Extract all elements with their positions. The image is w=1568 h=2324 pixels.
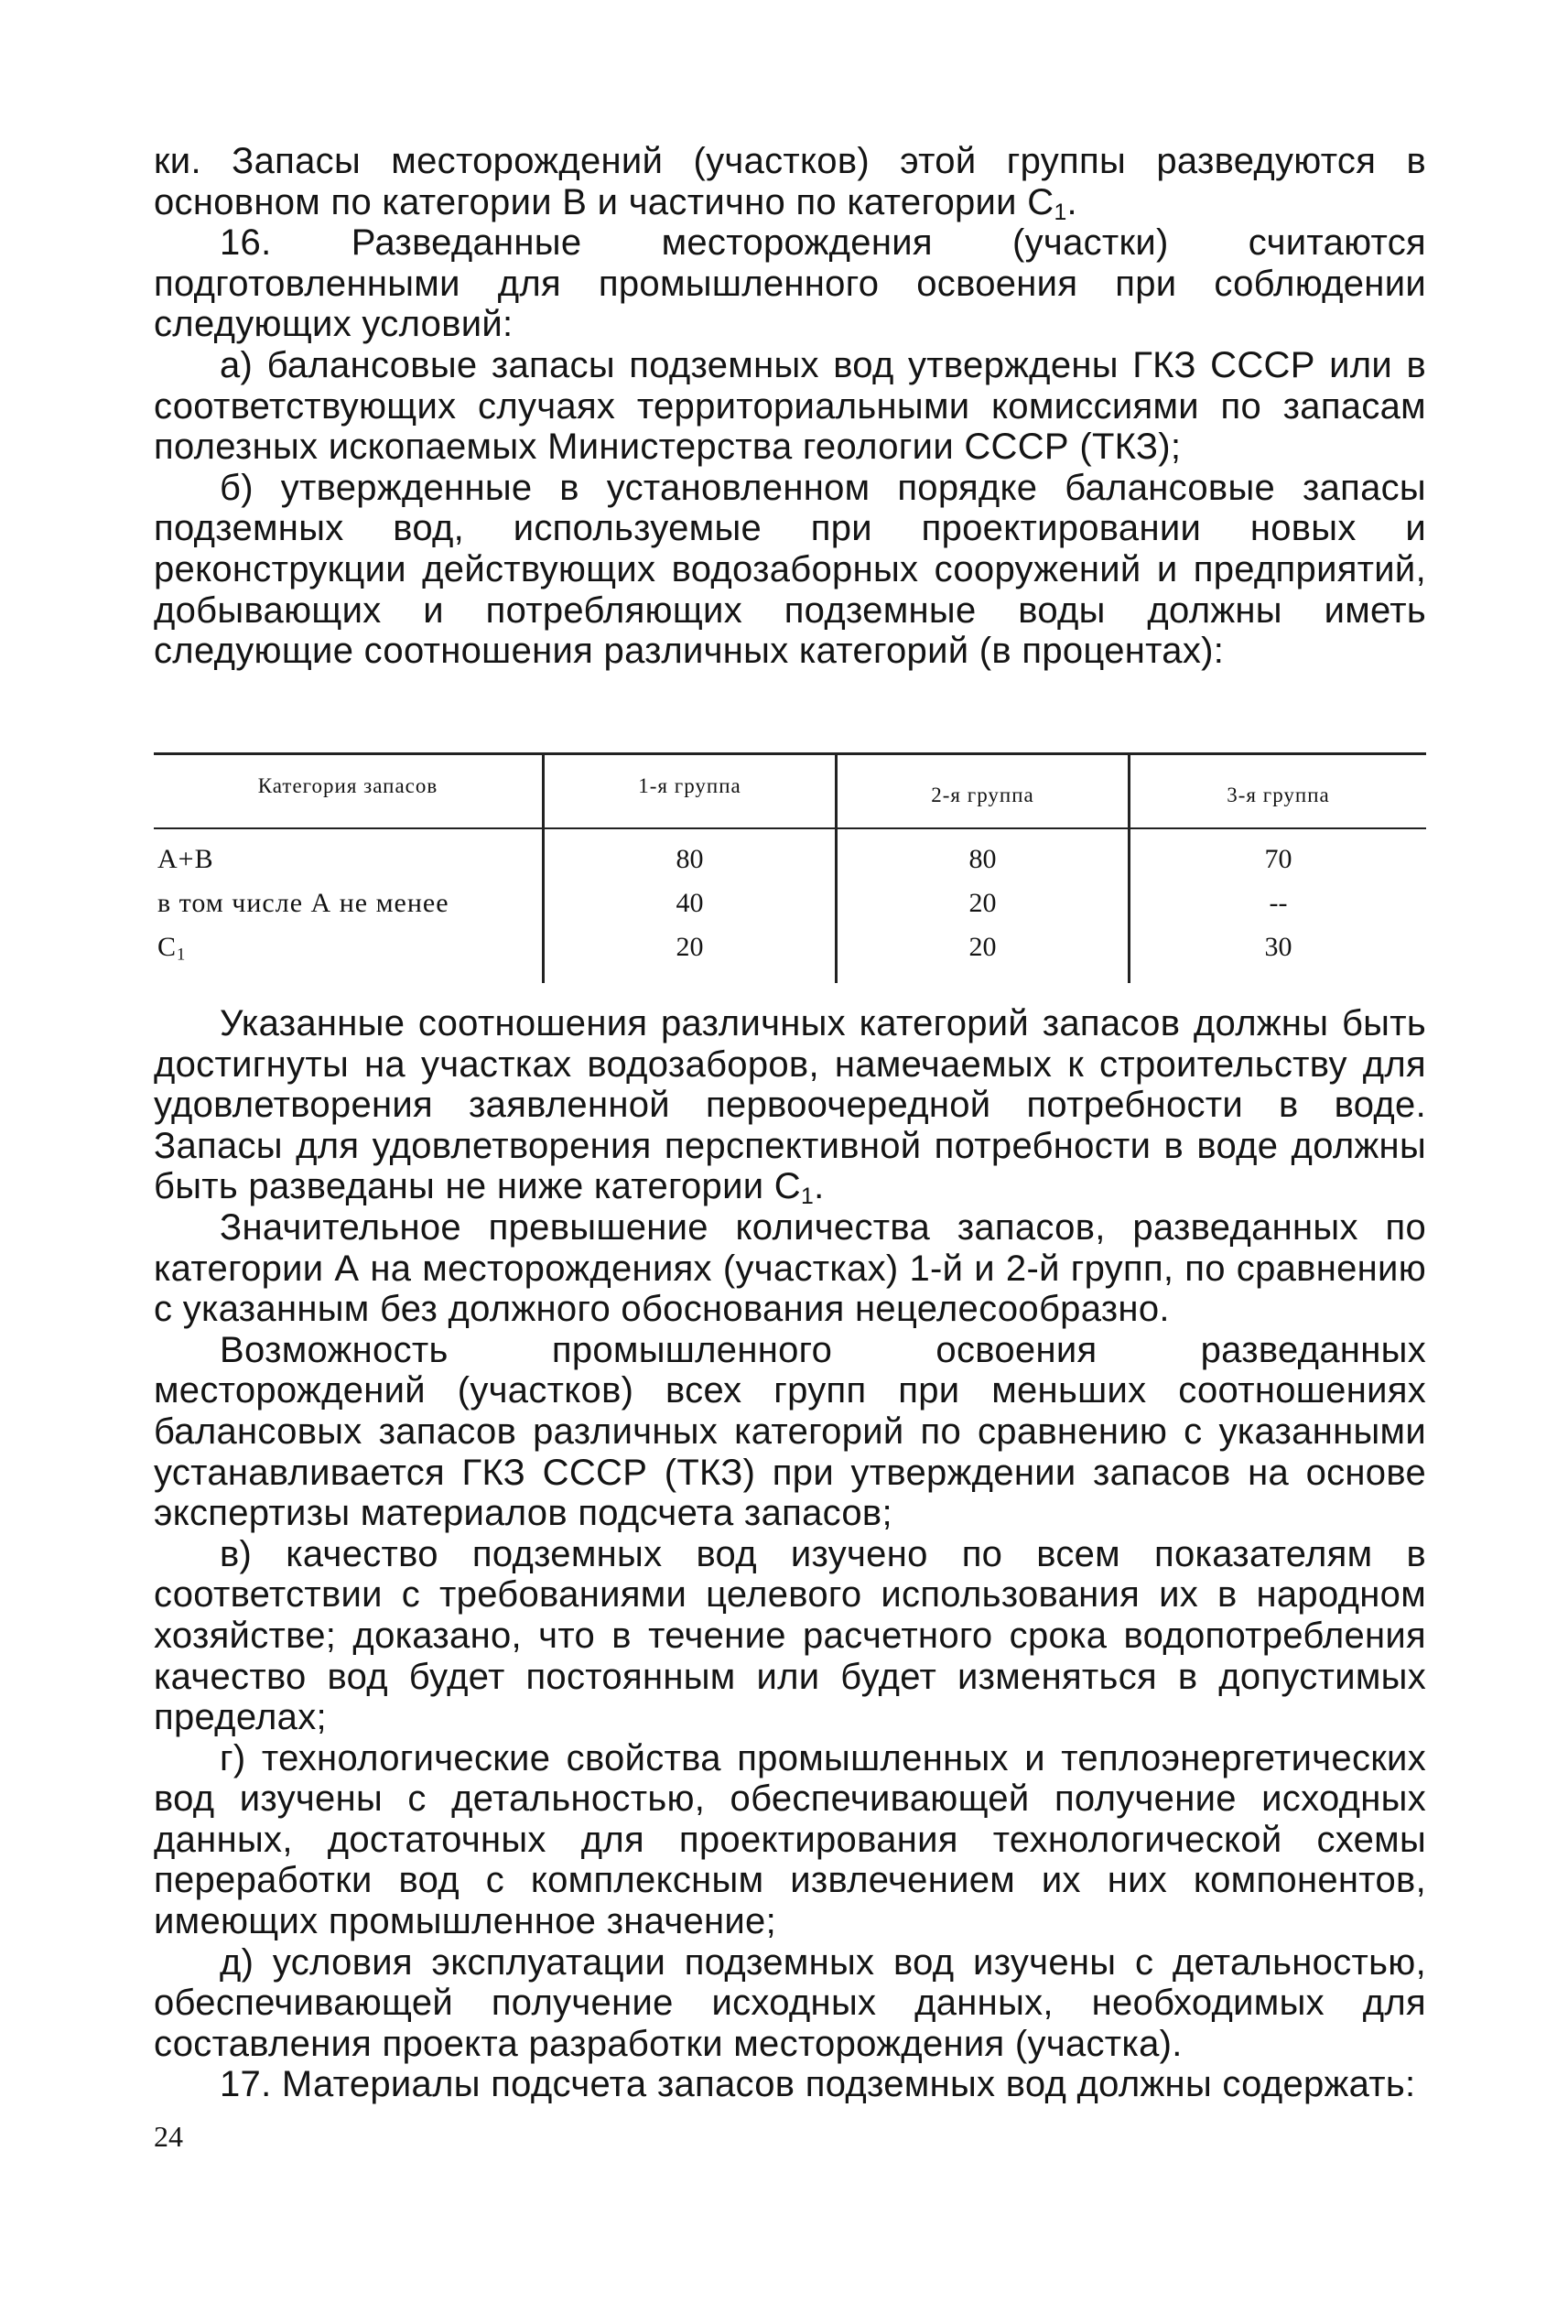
table-row-label: $С_1$ [157, 932, 187, 965]
reserves-table [154, 752, 1426, 983]
paragraph-continuation: ки. Запасы месторождений (участков) этой группы разведуются в основном по категории В и частично по категории $С_1$. [154, 141, 1426, 225]
header-group-2: 2-я группа [931, 784, 1034, 806]
table-row-label: в том числе А не менее [157, 888, 449, 918]
table-cell: 20 [968, 888, 997, 918]
table-cell: 80 [968, 844, 997, 874]
text-block-top [154, 141, 1426, 672]
paragraph-16: 16. Разведанные месторождения (участки) считаются подготовленными для промышленного освоения при соблюдении следующих условий: [154, 222, 1426, 345]
paragraph-excess: Значительное превышение количества запасов, разведанных по категории А на месторождениях (участках) 1-й и 2-й групп, по сравнению с указанным без должного обоснования нецелесообразно. [154, 1206, 1426, 1330]
table-cell: 20 [676, 932, 704, 962]
paragraph-g: г) технологические свойства промышленных и теплоэнергетических вод изучены с детальностью, обеспечивающей получение исходных данных, достаточных для проектирования технологической схемы переработки вод с комплексным извлечением их них компонентов, имеющих промышленное значение; [154, 1737, 1426, 1942]
table-cell: -- [1269, 888, 1288, 918]
header-group-1: 1-я группа [638, 774, 741, 797]
table-cell: 70 [1264, 844, 1292, 874]
paragraph-v: в) качество подземных вод изучено по всем показателям в соответствии с требованиями целевого использования их в народном хозяйстве; доказано, что в течение расчетного срока водопотребления качество вод будет постоянным или будет изменяться в допустимых пределах; [154, 1533, 1426, 1738]
table-row-label: А+В [157, 844, 214, 874]
paragraph-17: 17. Материалы подсчета запасов подземных вод должны содержать: [220, 2064, 1416, 2105]
table-cell: 40 [676, 888, 704, 918]
table-cell: 80 [676, 844, 704, 874]
page-number: 24 [154, 2120, 183, 2153]
table-cell: 30 [1264, 932, 1292, 962]
paragraph-ratios: Указанные соотношения различных категорий запасов должны быть достигнуты на участках водозаборов, намечаемых к строительству для удовлетворения заявленной первоочередной потребности в воде. Запасы для удовлетворения перспективной потребности в воде должны быть разведаны не ниже категории $С_1$. [154, 1003, 1426, 1210]
paragraph-b: б) утвержденные в установленном порядке балансовые запасы подземных вод, используемые при проектировании новых и реконструкции действующих водозаборных сооружений и предприятий, добывающих и потребляющих подземные воды должны иметь следующие соотношения различных категорий (в процентах): [154, 467, 1426, 672]
paragraph-a: а) балансовые запасы подземных вод утверждены ГКЗ СССР или в соответствующих случаях территориальными комиссиями по запасам полезных ископаемых Министерства геологии СССР (ТКЗ); [154, 344, 1426, 468]
header-group-3: 3-я группа [1227, 784, 1330, 806]
paragraph-possibility: Возможность промышленного освоения разведанных месторождений (участков) всех групп при меньших соотношениях балансовых запасов различных категорий по сравнению с указанными устанавливается ГКЗ СССР (ТКЗ) при утверждении запасов на основе экспертизы материалов подсчета запасов; [154, 1329, 1426, 1534]
text-block-bottom [154, 1003, 1426, 2105]
paragraph-d: д) условия эксплуатации подземных вод изучены с детальностью, обеспечивающей получение исходных данных, необходимых для составления проекта разработки месторождения (участка). [154, 1941, 1426, 2064]
table-cell: 20 [968, 932, 997, 962]
header-category: Категория запасов [257, 774, 438, 797]
